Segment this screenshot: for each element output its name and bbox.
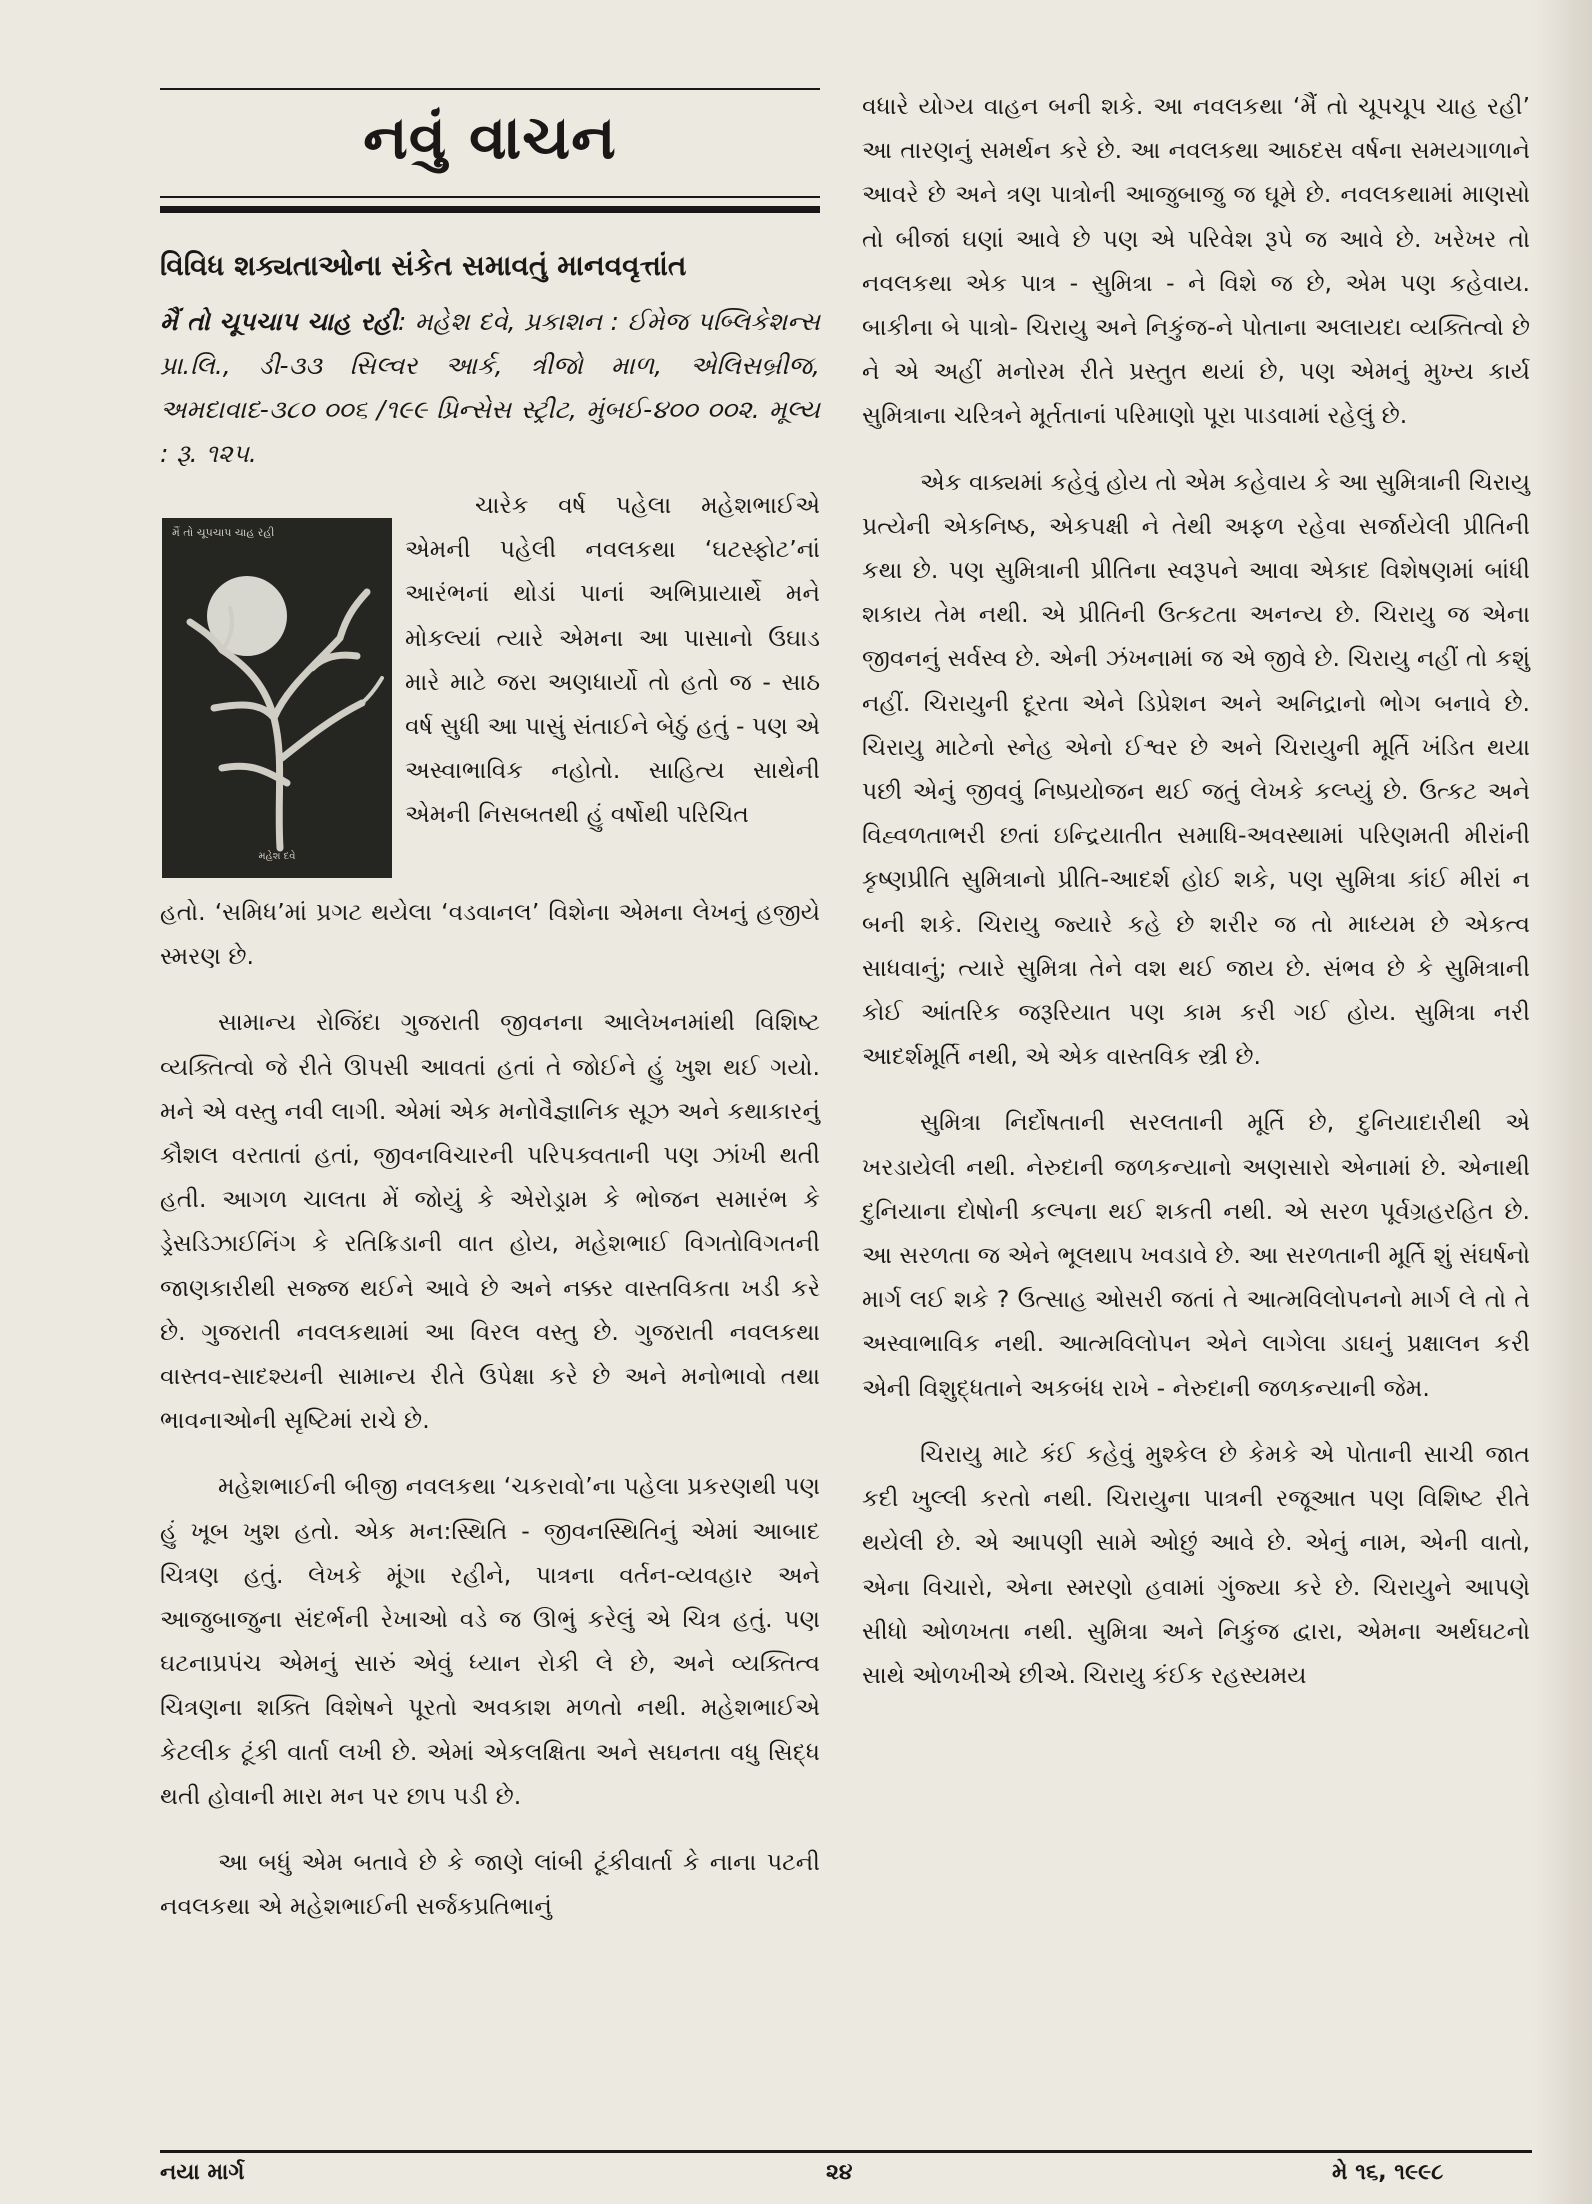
right-column (862, 84, 1530, 1697)
section-title: નવું વાચન (363, 103, 617, 173)
paragraph: આ બધું એમ બતાવે છે કે જાણે લાંબી ટૂંકીવાર્તા કે નાના પટની નવલકથા એ મહેશભાઈની સર્જકપ્રતિભાનું (160, 1848, 820, 1921)
bibliographic-note (160, 300, 820, 476)
book-details: : મહેશ દવે, પ્રકાશન : ઈમેજ પબ્લિકેશન્સ પ્રા.લિ., ડી-૩૩ સિલ્વર આર્ક, ત્રીજો માળ, એલિસબ્રીજ, અમદાવાદ-૩૮૦ ૦૦૬ /૧૯૯ પ્રિન્સેસ સ્ટ્રીટ, મુંબઈ-૪૦૦ ૦૦૨. મૂલ્ય : રૂ. ૧૨૫. (160, 307, 820, 468)
intro-tail: હતો. ‘સમિધ’માં પ્રગટ થયેલા ‘વડવાનલ’ વિશેના એમના લેખનું હજીયે સ્મરણ છે. (160, 898, 820, 971)
article-headline: વિવિધ શક્યતાઓના સંકેત સમાવતું માનવવૃત્તાંત (160, 249, 687, 282)
top-rule (160, 88, 820, 90)
paragraph: સામાન્ય રોજિંદા ગુજરાતી જીવનના આલેખનમાંથી વિશિષ્ટ વ્યક્તિત્વો જે રીતે ઊપસી આવતાં હતાં તે જોઈને હું ખુશ થઈ ગયો. મને એ વસ્તુ નવી લાગી. એમાં એક મનોવૈજ્ઞાનિક સૂઝ અને કથાકારનું કૌશલ વરતાતાં હતાં, જીવનવિચારની પરિપક્વતાની પણ ઝાંખી થતી હતી. આગળ ચાલતા મેં જોયું કે એરોડ્રામ કે ભોજન સમારંભ કે ડ્રેસડિઝાઈનિંગ કે રતિક્રિડાની વાત હોય, મહેશભાઈ વિગતોવિગતની જાણકારીથી સજ્જ થઈને આવે છે અને નક્કર વાસ્તવિકતા ખડી કરે છે. ગુજરાતી નવલકથામાં આ વિરલ વસ્તુ છે. ગુજરાતી નવલકથા વાસ્તવ-સાદશ્યની સામાન્ય રીતે ઉપેક્ષા કરે છે અને મનોભાવો તથા ભાવનાઓની સૃષ્ટિમાં રાચે છે. (160, 1008, 820, 1435)
paragraph: સુમિત્રા નિર્દોષતાની સરલતાની મૂર્તિ છે, દુનિયાદારીથી એ ખરડાયેલી નથી. નેરુદાની જળકન્યાનો અણસારો એનામાં છે. એનાથી દુનિયાના દોષોની કલ્પના થઈ શકતી નથી. એ સરળ પૂર્વગ્રહરહિત છે. આ સરળતા જ એને ભૂલથાપ ખવડાવે છે. આ સરળતાની મૂર્તિ શું સંઘર્ષનો માર્ગ લઈ શકે ? ઉત્સાહ ઓસરી જતાં તે આત્મવિલોપનનો માર્ગ લે તો તે અસ્વાભાવિક નથી. આત્મવિલોપન એને લાગેલા ડાઘનું પ્રક્ષાલન કરી એની વિશુદ્ધતાને અકબંધ રાખે - નેરુદાની જળકન્યાની જેમ. (862, 1108, 1530, 1402)
footer-rule (160, 2150, 1532, 2153)
paragraph: વધારે યોગ્ય વાહન બની શકે. આ નવલકથા ‘મૈં તો ચૂપચૂપ ચાહ રહી’ આ તારણનું સમર્થન કરે છે. આ નવલકથા આઠદસ વર્ષના સમયગાળાને આવરે છે અને ત્રણ પાત્રોની આજુબાજુ જ ઘૂમે છે. નવલકથામાં માણસો તો બીજાં ઘણાં આવે છે પણ એ પરિવેશ રૂપે જ આવે છે. ખરેખર તો નવલકથા એક પાત્ર - સુમિત્રા - ને વિશે જ છે, એમ પણ કહેવાય. બાકીના બે પાત્રો- ચિરાયુ અને નિકુંજ-ને પોતાના અલાયદા વ્યક્તિત્વો છે ને એ અહીં મનોરમ રીતે પ્રસ્તુત થયાં છે, પણ એમનું મુખ્ય કાર્ય સુમિત્રાના ચરિત્રને મૂર્તતાનાં પરિમાણો પૂરા પાડવામાં રહેલું છે. (862, 92, 1530, 430)
paragraph: ચિરાયુ માટે કંઈ કહેવું મુશ્કેલ છે કેમકે એ પોતાની સાચી જાત કદી ખુલ્લી કરતો નથી. ચિરાયુના પાત્રની રજૂઆત પણ વિશિષ્ટ રીતે થયેલી છે. એ આપણી સામે ઓછું આવે છે. એનું નામ, એની વાતો, એના વિચારો, એના સ્મરણો હવામાં ગુંજ્યા કરે છે. ચિરાયુને આપણે સીધો ઓળખતા નથી. સુમિત્રા અને નિકુંજ દ્વારા, એમના અર્થઘટનો સાથે ઓળખીએ છીએ. ચિરાયુ કંઈક રહસ્યમય (862, 1439, 1530, 1689)
left-column (160, 890, 820, 1928)
paragraph: એક વાક્યમાં કહેવું હોય તો એમ કહેવાય કે આ સુમિત્રાની ચિરાયુ પ્રત્યેની એકનિષ્ઠ, એકપક્ષી ને તેથી અફળ રહેવા સર્જાયેલી પ્રીતિની કથા છે. પણ સુમિત્રાની પ્રીતિના સ્વરૂપને આવા એકાદ વિશેષણમાં બાંધી શકાય તેમ નથી. એ પ્રીતિની ઉત્કટતા અનન્ય છે. ચિરાયુ જ એના જીવનનું સર્વસ્વ છે. એની ઝંખનામાં જ એ જીવે છે. ચિરાયુ નહીં તો કશું નહીં. ચિરાયુની દૂરતા એને ડિપ્રેશન અને અનિદ્રાનો ભોગ બનાવે છે. ચિરાયુ માટેનો સ્નેહ એનો ઈશ્વર છે અને ચિરાયુની મૂર્તિ ખંડિત થયા પછી એનું જીવવું નિષ્પ્રયોજન થઈ જતું લેખકે કલ્પ્યું છે. ઉત્કટ અને વિહ્વળતાભરી છતાં ઇન્દ્રિયાતીત સમાધિ-અવસ્થામાં પરિણમતી મીરાંની કૃષ્ણપ્રીતિ સુમિત્રાનો પ્રીતિ-આદર્શ હોઈ શકે, પણ સુમિત્રા કાંઈ મીરાં ન બની શકે. ચિરાયુ જ્યારે કહે છે શરીર જ તો માધ્યમ છે એકત્વ સાધવાનું; ત્યારે સુમિત્રા તેને વશ થઈ જાય છે. સંભવ છે કે સુમિત્રાની કોઈ આંતરિક જરૂરિયાત પણ કામ કરી ગઈ હોય. સુમિત્રા નરી આદર્શમૂર્તિ નથી, એ એક વાસ્તવિક સ્ત્રી છે. (862, 467, 1530, 1071)
intro-text: ચારેક વર્ષ પહેલા મહેશભાઈએ એમની પહેલી નવલકથા ‘ઘટસ્ફોટ’નાં આરંભનાં થોડાં પાનાં અભિપ્રાયાર્થે મને મોકલ્યાં ત્યારે એમના આ પાસાનો ઉઘાડ મારે માટે જરા અણધાર્યો તો હતો જ - સાઠ વર્ષ સુધી આ પાસું સંતાઈને બેઠું હતું - પણ એ અસ્વાભાવિક નહોતો. સાહિત્ય સાથેની એમની નિસબતથી હું વર્ષોથી પરિચિત (405, 491, 820, 829)
title-rule-thick (160, 206, 820, 213)
issue-date: મે ૧૬, ૧૯૯૮ (1332, 2160, 1444, 2185)
book-title: મૈં તો ચૂપચાપ ચાહ રહી (160, 307, 398, 336)
cover-author: મહેશ દવે (258, 851, 296, 862)
intro-paragraph-wrap (405, 483, 820, 837)
book-cover-image (162, 518, 392, 878)
magazine-name: નયા માર્ગ (160, 2160, 245, 2185)
title-rule-thin (160, 196, 820, 198)
cover-title: મૈં તો ચૂપચાપ ચાહ રહી (172, 526, 275, 539)
moon-and-tree-illustration (162, 518, 392, 878)
paragraph: મહેશભાઈની બીજી નવલકથા ‘ચકરાવો’ના પહેલા પ્રકરણથી પણ હું ખૂબ ખુશ હતો. એક મન:સ્થિતિ - જીવનસ્થિતિનું એમાં આબાદ ચિત્રણ હતું. લેખકે મૂંગા રહીને, પાત્રના વર્તન-વ્યવહાર અને આજુબાજુના સંદર્ભની રેખાઓ વડે જ ઊભું કરેલું એ ચિત્ર હતું. પણ ઘટનાપ્રપંચ એમનું સારું એવું ધ્યાન રોકી લે છે, અને વ્યક્તિત્વ ચિત્રણના શક્તિ વિશેષને પૂરતો અવકાશ મળતો નથી. મહેશભાઈએ કેટલીક ટૂંકી વાર્તા લખી છે. એમાં એકલક્ષિતા અને સઘનતા વધુ સિદ્ધ થતી હોવાની મારા મન પર છાપ પડી છે. (160, 1472, 820, 1810)
page-number: ૨૪ (826, 2160, 853, 2185)
